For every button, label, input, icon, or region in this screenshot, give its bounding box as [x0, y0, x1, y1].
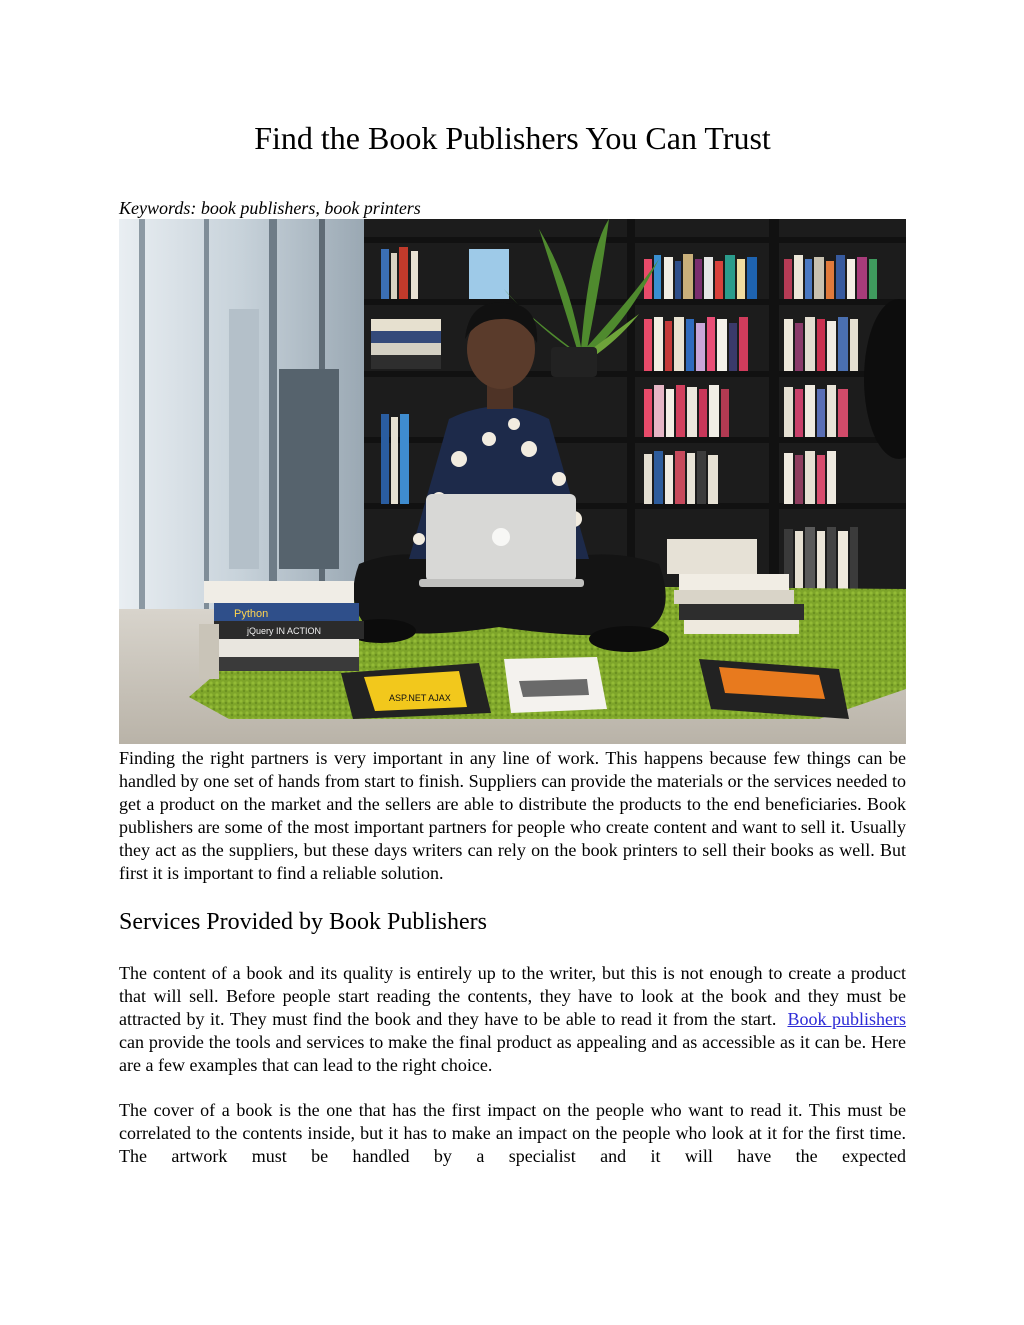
yellow-book: [341, 663, 491, 719]
page-title: Find the Book Publishers You Can Trust: [254, 120, 771, 156]
services-paragraph: [119, 962, 911, 1077]
svg-text:jQuery IN ACTION: jQuery IN ACTION: [247, 626, 322, 636]
svg-text:Python: Python: [234, 608, 269, 620]
intro-paragraph: Finding the right partners is very important in any line of work. This happens because few things can be handled by one set of hands from start to finish. Suppliers can provide the materials or the services needed to get a product on the market and the sellers are able to distribute the products to the end beneficiaries. Book publishers are some of the most important partners for people who create content and want to sell it. Usually they act as the suppliers, but these days writers can rely on the book printers to sell their books as well. But first it is important to find a reliable solution.: [119, 748, 906, 883]
svg-text:ASP.NET AJAX: ASP.NET AJAX: [389, 693, 451, 703]
book-publishers-link[interactable]: Book publishers: [787, 1009, 906, 1029]
services-text-start: The content of a book and its quality is entirely up to the writer, but this is not enough to create a product that will sell. Before people start reading the contents, they have to look at the book and they must be attracted by it. They must find the book and they have to be able to read it from the start.: [119, 963, 911, 1029]
woman-with-laptop-photo: [119, 219, 906, 744]
cover-paragraph: The cover of a book is the one that has the first impact on the people who want to read it. This must be correlated to the contents inside, but it has to make an impact on the people who look at it for the first time. The artwork must be handled by a specialist and it will have the expected: [119, 1100, 906, 1166]
services-text-end: can provide the tools and services to make the final product as appealing and as accessible as it can be. Here are a few examples that can lead to the right choice.: [119, 1032, 906, 1075]
section-heading: Services Provided by Book Publishers: [119, 909, 487, 935]
left-book-stack: [199, 581, 364, 679]
keywords-line: Keywords: book publishers, book printers: [119, 198, 421, 218]
